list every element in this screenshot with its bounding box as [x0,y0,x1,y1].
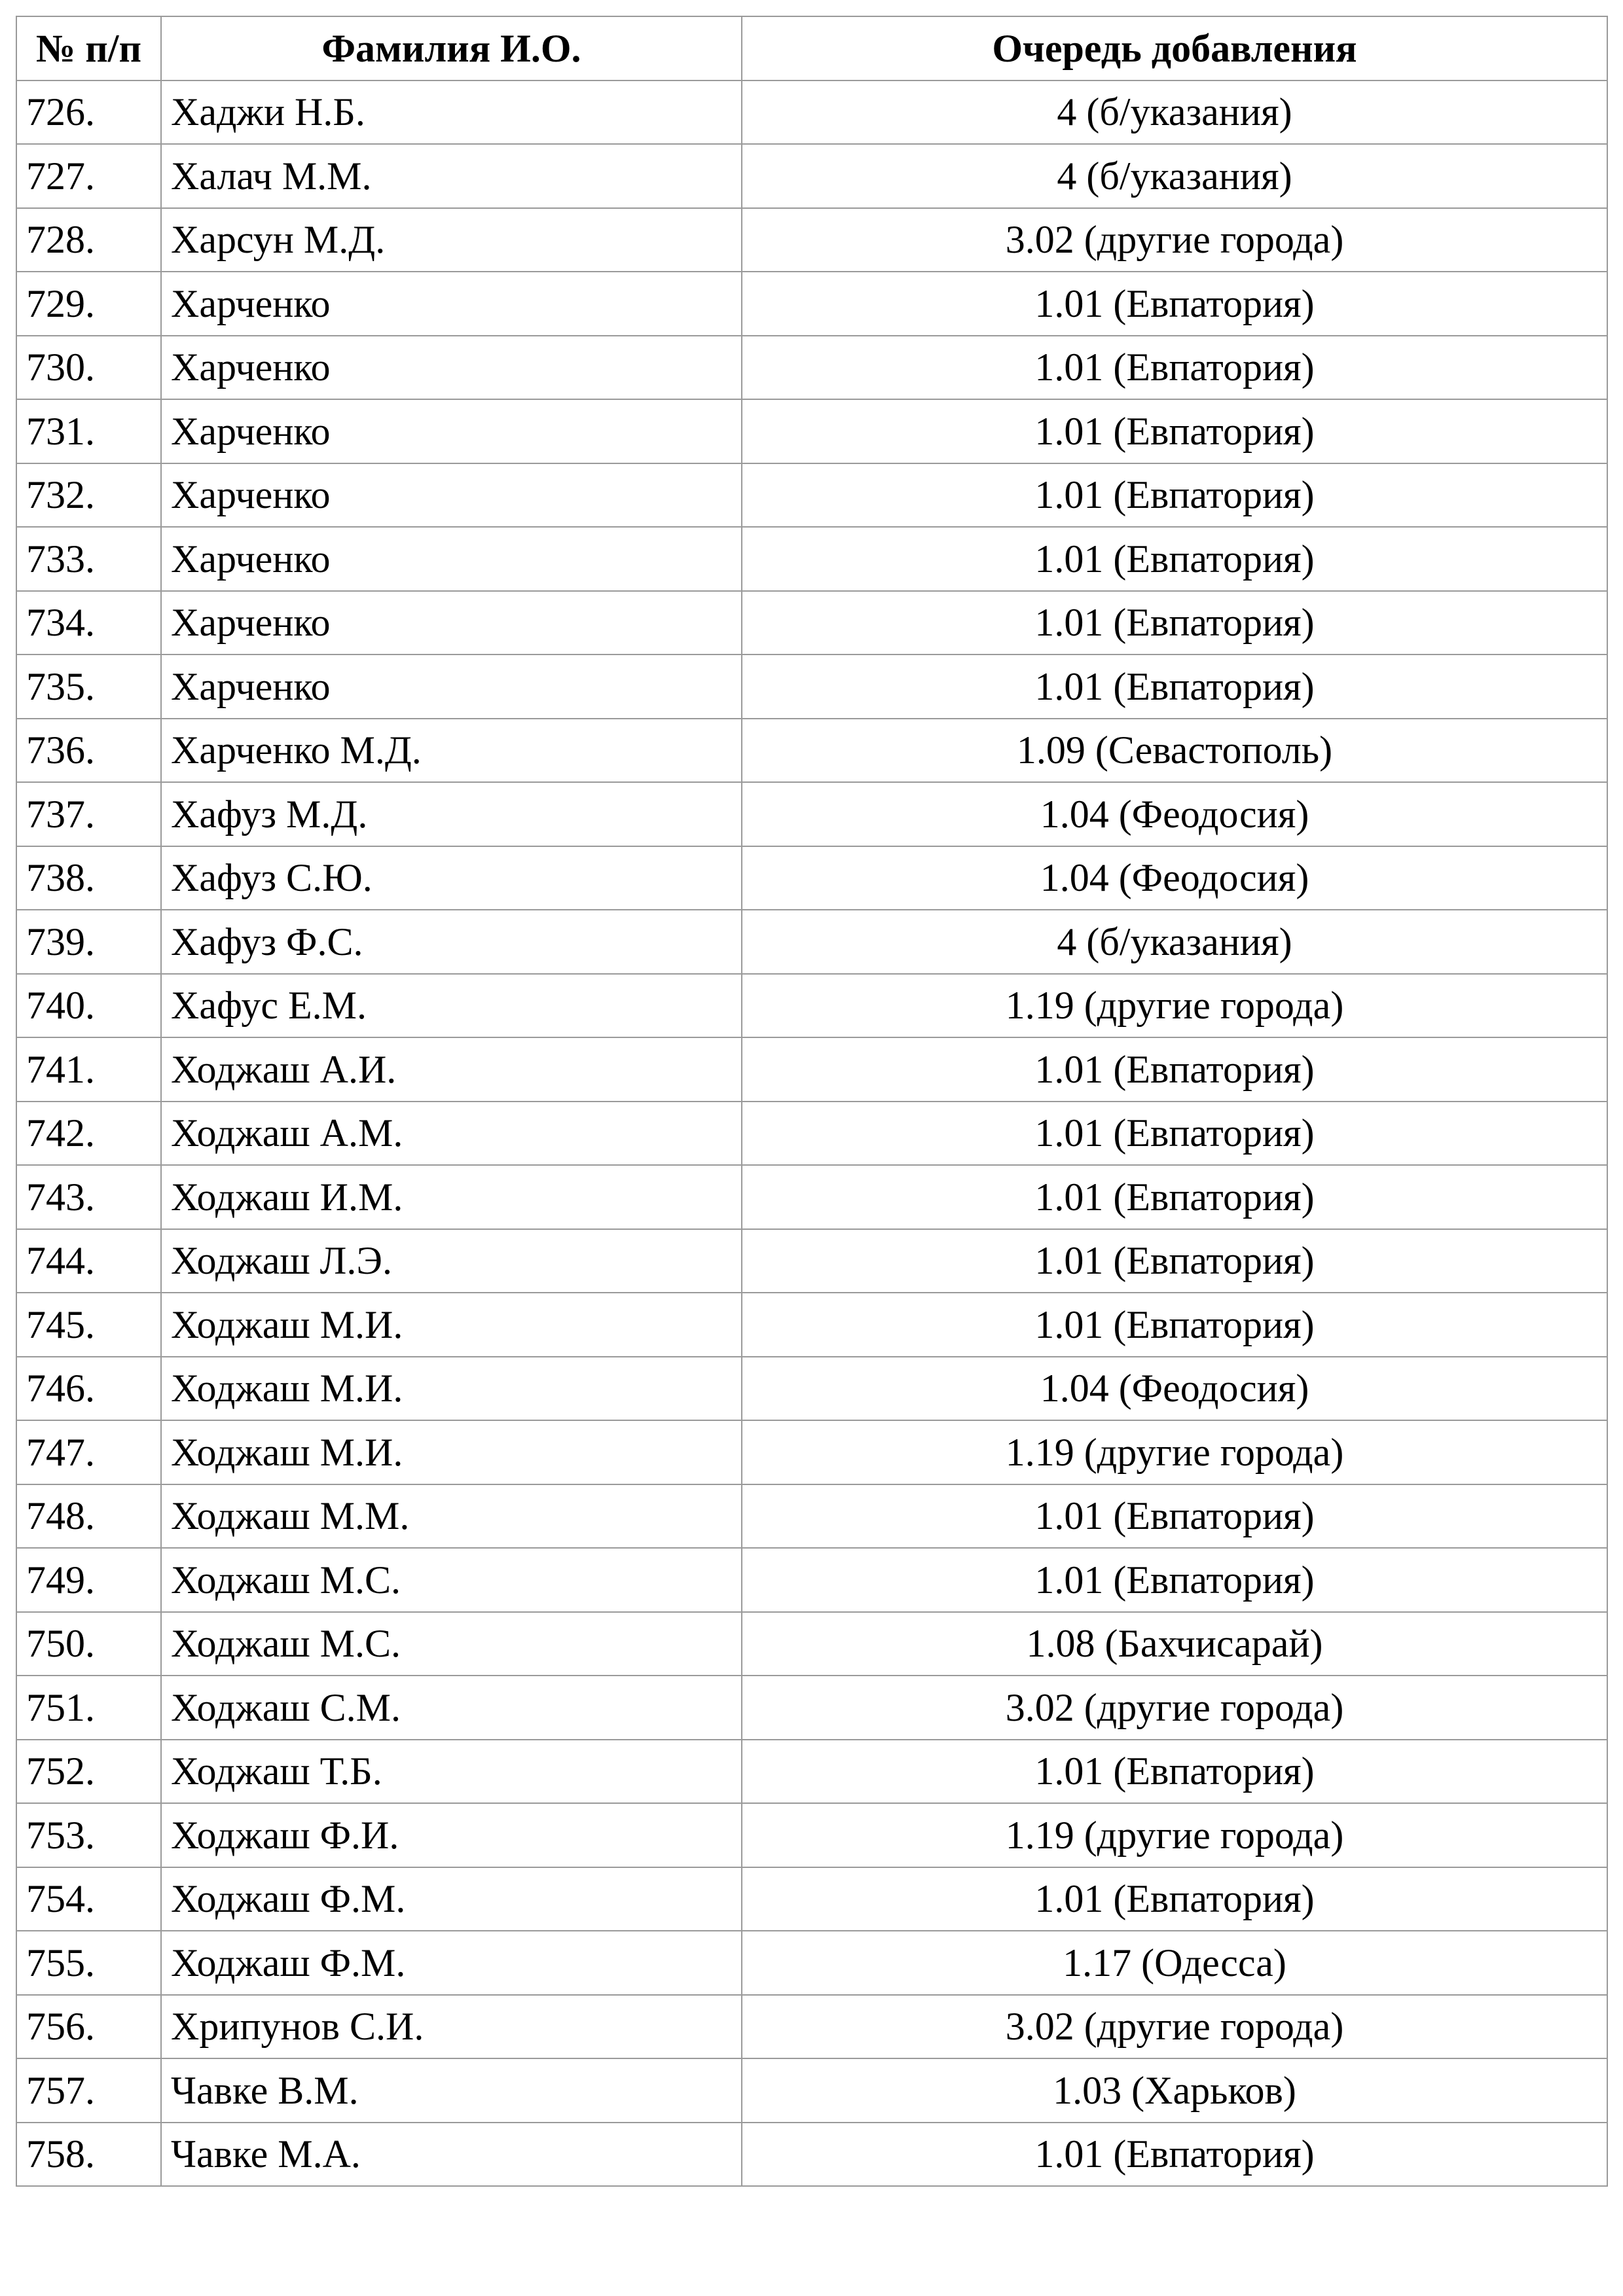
table-row [16,336,1607,400]
row-number: 729. [16,272,161,336]
row-number: 739. [16,910,161,974]
table-row [16,1102,1607,1166]
table-row [16,1931,1607,1995]
row-name: Халач М.М. [161,144,742,208]
row-queue: 1.01 (Евпатория) [742,1293,1607,1357]
row-name: Ходжаш И.М. [161,1165,742,1229]
header-queue: Очередь добавления [742,16,1607,81]
row-number: 758. [16,2123,161,2187]
row-name: Харченко [161,336,742,400]
row-queue: 3.02 (другие города) [742,208,1607,272]
row-number: 751. [16,1676,161,1740]
row-queue: 1.19 (другие города) [742,1420,1607,1484]
table-row [16,463,1607,528]
row-name: Хафус Е.М. [161,974,742,1038]
table-row [16,910,1607,974]
row-queue: 1.01 (Евпатория) [742,1484,1607,1549]
row-queue: 1.04 (Феодосия) [742,846,1607,910]
table-row [16,272,1607,336]
row-name: Ходжаш М.М. [161,1484,742,1549]
row-name: Чавке В.М. [161,2058,742,2123]
row-queue: 1.01 (Евпатория) [742,591,1607,655]
table-row [16,782,1607,846]
row-queue: 1.01 (Евпатория) [742,336,1607,400]
row-queue: 1.19 (другие города) [742,974,1607,1038]
row-name: Харченко [161,272,742,336]
row-name: Ходжаш Ф.И. [161,1803,742,1867]
row-number: 743. [16,1165,161,1229]
row-name: Ходжаш А.И. [161,1037,742,1102]
row-name: Чавке М.А. [161,2123,742,2187]
row-name: Харченко М.Д. [161,719,742,783]
row-number: 746. [16,1357,161,1421]
row-number: 742. [16,1102,161,1166]
row-number: 734. [16,591,161,655]
table-row [16,1229,1607,1293]
row-queue: 1.04 (Феодосия) [742,782,1607,846]
document-page [16,16,1607,2187]
row-name: Ходжаш Т.Б. [161,1740,742,1804]
row-number: 748. [16,1484,161,1549]
row-queue: 1.01 (Евпатория) [742,1037,1607,1102]
table-row [16,2058,1607,2123]
row-number: 733. [16,527,161,591]
row-name: Ходжаш М.С. [161,1612,742,1676]
row-queue: 3.02 (другие города) [742,1995,1607,2059]
table-row [16,208,1607,272]
row-number: 731. [16,399,161,463]
table-row [16,527,1607,591]
row-number: 735. [16,655,161,719]
table-row [16,1484,1607,1549]
table-row [16,81,1607,145]
row-queue: 4 (б/указания) [742,144,1607,208]
row-queue: 1.01 (Евпатория) [742,1548,1607,1612]
row-number: 745. [16,1293,161,1357]
row-number: 728. [16,208,161,272]
table-row [16,846,1607,910]
table-row [16,591,1607,655]
table-header [16,16,1607,81]
row-queue: 1.01 (Евпатория) [742,399,1607,463]
row-name: Хафуз С.Ю. [161,846,742,910]
row-number: 740. [16,974,161,1038]
row-queue: 1.01 (Евпатория) [742,1165,1607,1229]
row-name: Харченко [161,399,742,463]
table-row [16,655,1607,719]
row-number: 756. [16,1995,161,2059]
table-row [16,1548,1607,1612]
row-queue: 1.01 (Евпатория) [742,527,1607,591]
row-queue: 1.01 (Евпатория) [742,1740,1607,1804]
row-number: 730. [16,336,161,400]
table-row [16,1867,1607,1931]
row-name: Ходжаш М.И. [161,1357,742,1421]
table-row [16,1165,1607,1229]
row-name: Хафуз Ф.С. [161,910,742,974]
row-name: Хаджи Н.Б. [161,81,742,145]
table-row [16,719,1607,783]
row-name: Харченко [161,527,742,591]
table-row [16,1995,1607,2059]
row-queue: 1.01 (Евпатория) [742,2123,1607,2187]
row-queue: 1.03 (Харьков) [742,2058,1607,2123]
table-row [16,1612,1607,1676]
row-queue: 1.01 (Евпатория) [742,272,1607,336]
row-number: 747. [16,1420,161,1484]
table-row [16,1676,1607,1740]
row-name: Харченко [161,591,742,655]
row-queue: 1.04 (Феодосия) [742,1357,1607,1421]
row-name: Ходжаш Ф.М. [161,1931,742,1995]
table-row [16,1357,1607,1421]
row-number: 726. [16,81,161,145]
row-number: 738. [16,846,161,910]
row-queue: 4 (б/указания) [742,81,1607,145]
table-row [16,1037,1607,1102]
row-queue: 1.01 (Евпатория) [742,463,1607,528]
row-name: Ходжаш А.М. [161,1102,742,1166]
row-queue: 1.19 (другие города) [742,1803,1607,1867]
row-name: Харсун М.Д. [161,208,742,272]
row-number: 753. [16,1803,161,1867]
row-queue: 1.01 (Евпатория) [742,1229,1607,1293]
row-name: Харченко [161,463,742,528]
row-number: 744. [16,1229,161,1293]
row-queue: 1.09 (Севастополь) [742,719,1607,783]
row-queue: 1.17 (Одесса) [742,1931,1607,1995]
header-number: № п/п [16,16,161,81]
row-number: 752. [16,1740,161,1804]
table-row [16,1293,1607,1357]
table-row [16,1420,1607,1484]
row-number: 741. [16,1037,161,1102]
table-row [16,974,1607,1038]
row-queue: 3.02 (другие города) [742,1676,1607,1740]
table-row [16,2123,1607,2187]
row-number: 757. [16,2058,161,2123]
table-row [16,144,1607,208]
queue-table [16,16,1608,2187]
row-name: Ходжаш Л.Э. [161,1229,742,1293]
row-queue: 1.01 (Евпатория) [742,1102,1607,1166]
row-number: 755. [16,1931,161,1995]
row-queue: 1.01 (Евпатория) [742,1867,1607,1931]
row-number: 754. [16,1867,161,1931]
header-row [16,16,1607,81]
table-body [16,81,1607,2187]
row-name: Ходжаш М.И. [161,1420,742,1484]
table-row [16,1803,1607,1867]
row-name: Ходжаш Ф.М. [161,1867,742,1931]
row-name: Ходжаш М.С. [161,1548,742,1612]
row-queue: 4 (б/указания) [742,910,1607,974]
row-name: Харченко [161,655,742,719]
row-queue: 1.08 (Бахчисарай) [742,1612,1607,1676]
row-number: 727. [16,144,161,208]
row-number: 737. [16,782,161,846]
table-row [16,1740,1607,1804]
row-name: Ходжаш С.М. [161,1676,742,1740]
row-number: 736. [16,719,161,783]
row-number: 749. [16,1548,161,1612]
table-row [16,399,1607,463]
row-name: Хафуз М.Д. [161,782,742,846]
row-number: 750. [16,1612,161,1676]
row-queue: 1.01 (Евпатория) [742,655,1607,719]
row-name: Хрипунов С.И. [161,1995,742,2059]
header-name: Фамилия И.О. [161,16,742,81]
row-name: Ходжаш М.И. [161,1293,742,1357]
row-number: 732. [16,463,161,528]
